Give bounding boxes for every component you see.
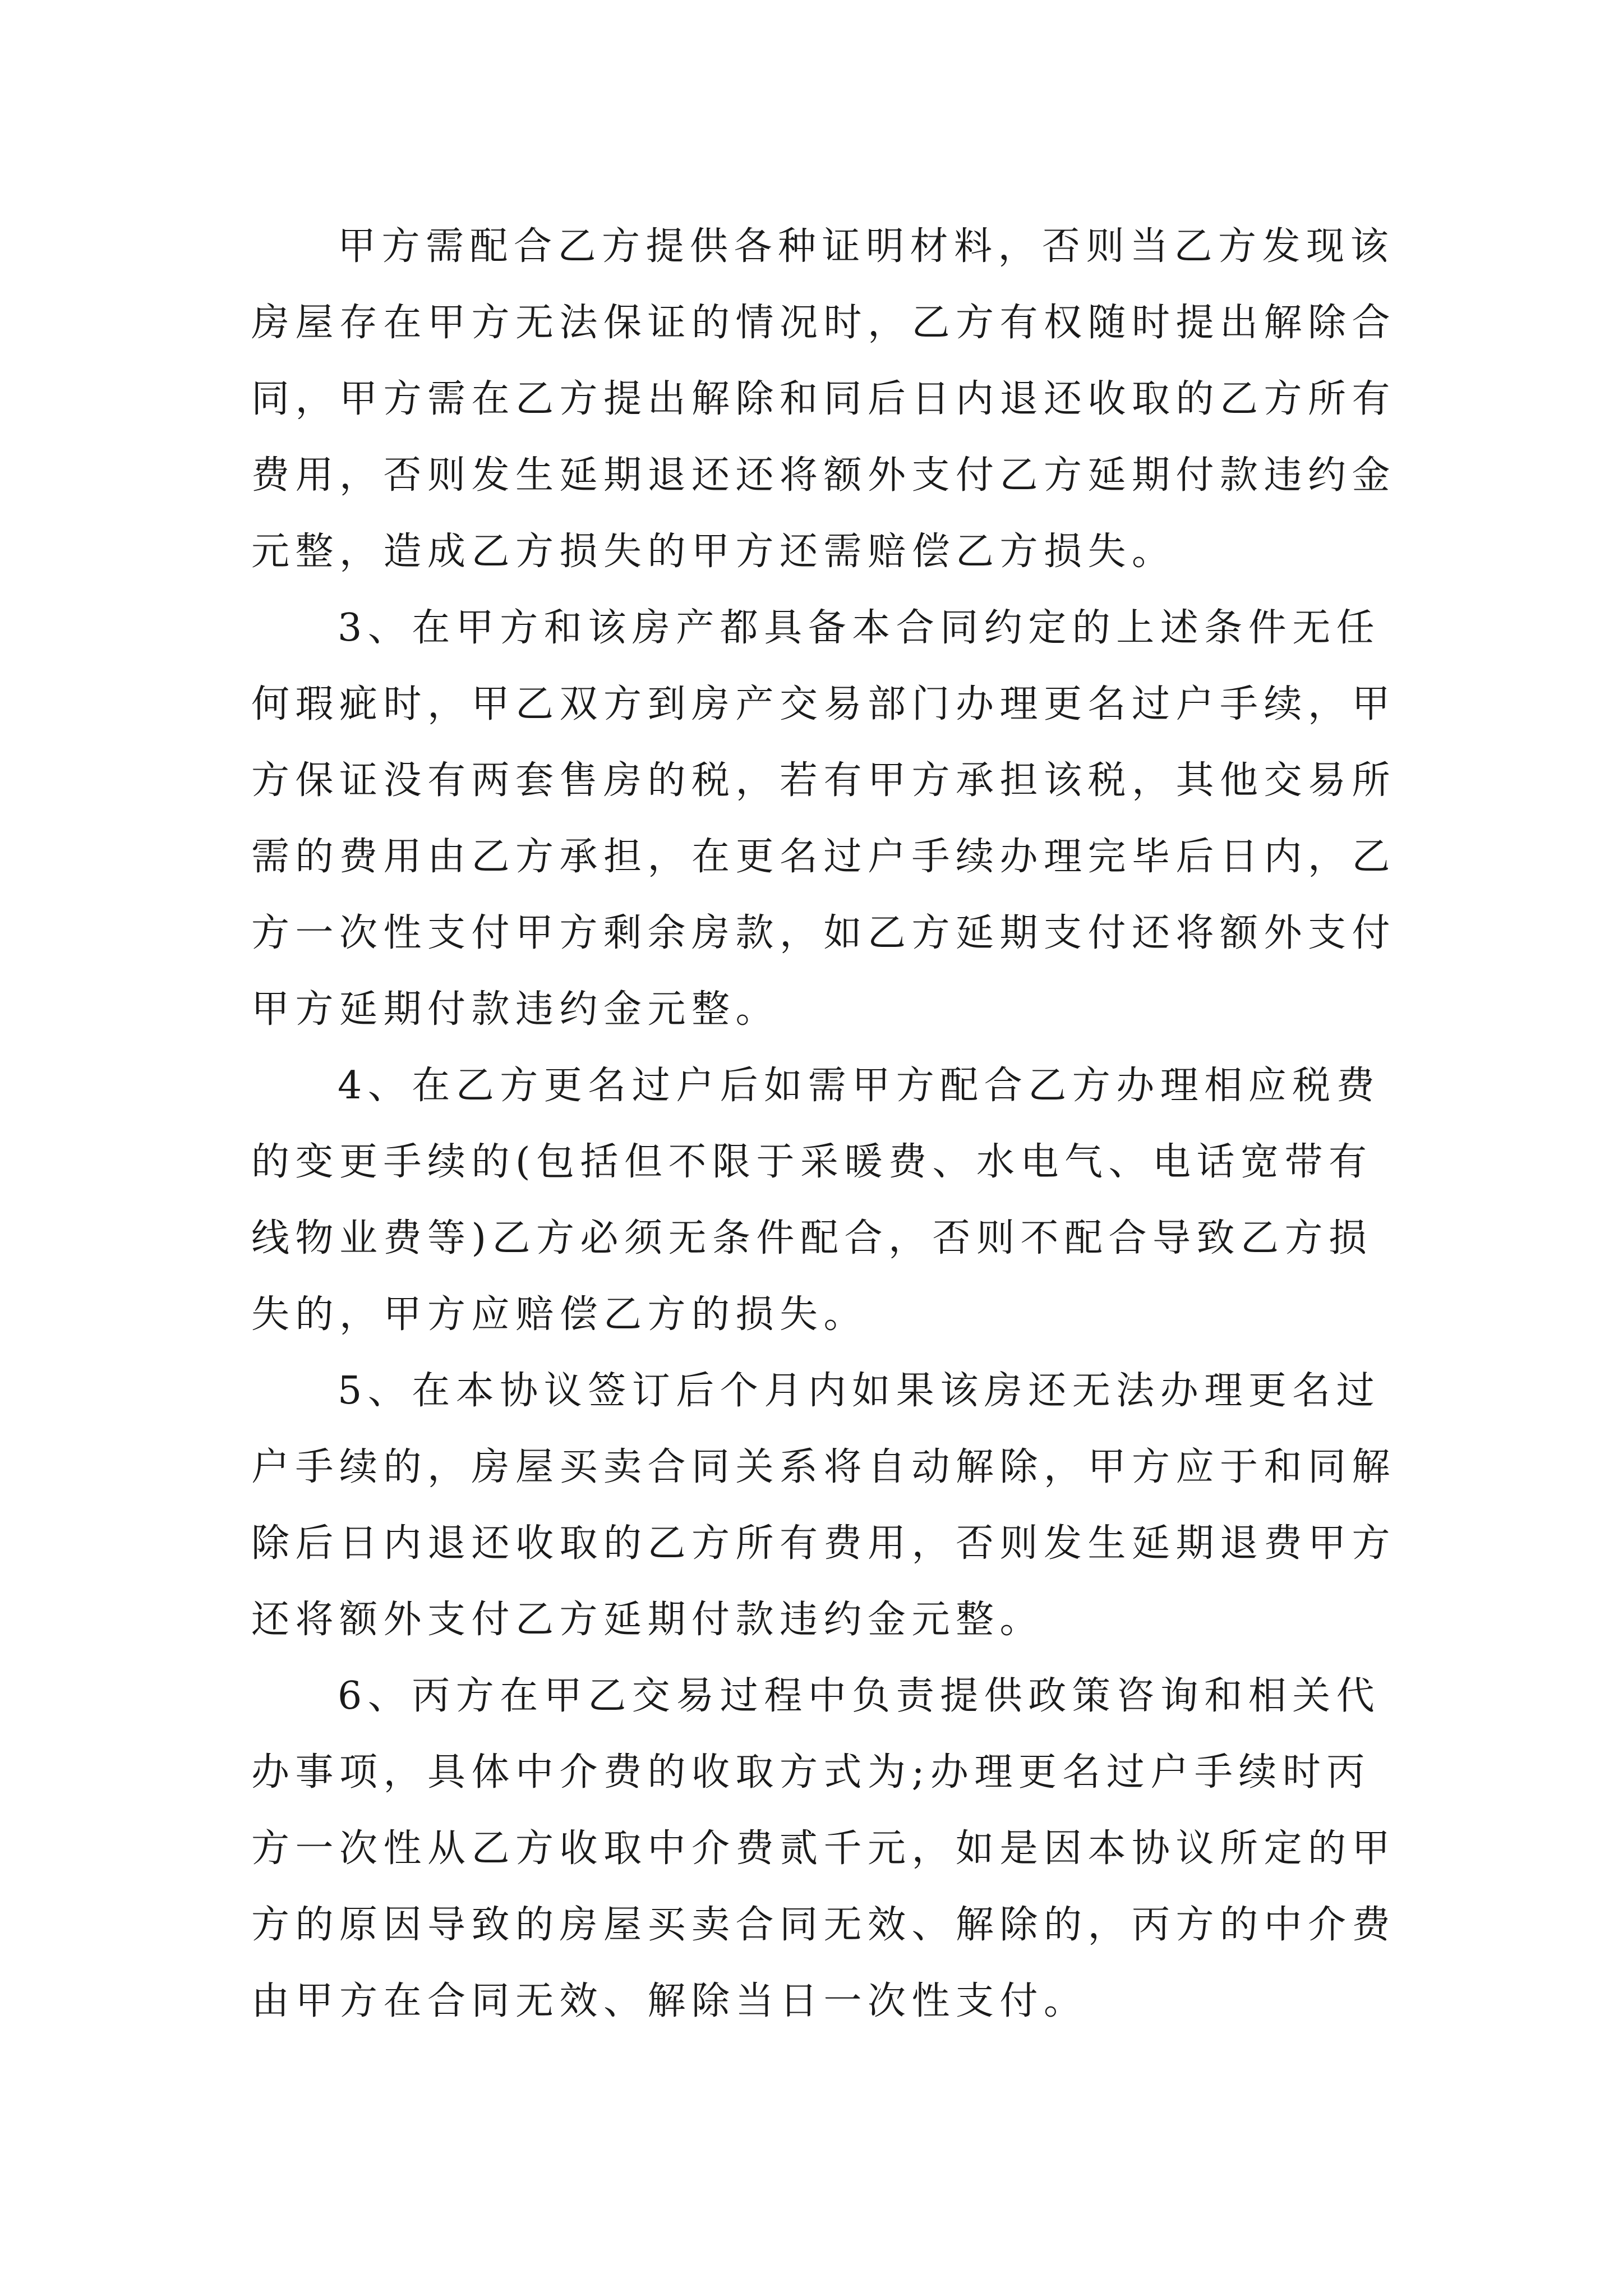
text-line: 方保证没有两套售房的税，若有甲方承担该税，其他交易所 — [251, 758, 1396, 803]
document-body — [251, 209, 1395, 2040]
text-line: 由甲方在合同无效、解除当日一次性支付。 — [251, 1979, 1088, 2023]
text-line: 办事项，具体中介费的收取方式为;办理更名过户手续时丙 — [251, 1750, 1371, 1795]
text-line: 还将额外支付乙方延期付款违约金元整。 — [251, 1598, 1044, 1642]
text-line: 方一次性从乙方收取中介费贰千元，如是因本协议所定的甲 — [251, 1826, 1396, 1871]
text-line: 同，甲方需在乙方提出解除和同后日内退还收取的乙方所有 — [251, 377, 1396, 421]
paragraph-4 — [251, 1353, 1395, 1658]
text-line: 4、在乙方更名过户后如需甲方配合乙方办理相应税费 — [338, 1064, 1381, 1108]
text-line: 方一次性支付甲方剩余房款，如乙方延期支付还将额外支付 — [251, 911, 1396, 955]
text-line: 需的费用由乙方承担，在更名过户手续办理完毕后日内，乙 — [251, 835, 1396, 879]
text-line: 方的原因导致的房屋买卖合同无效、解除的，丙方的中介费 — [251, 1903, 1396, 1947]
text-line: 甲方延期付款违约金元整。 — [251, 987, 780, 1032]
text-line: 线物业费等)乙方必须无条件配合，否则不配合导致乙方损 — [251, 1216, 1373, 1260]
text-line: 失的，甲方应赔偿乙方的损失。 — [251, 1292, 868, 1337]
text-line: 的变更手续的(包括但不限于采暖费、水电气、电话宽带有 — [251, 1140, 1373, 1184]
paragraph-3 — [251, 1048, 1395, 1353]
text-line: 房屋存在甲方无法保证的情况时，乙方有权随时提出解除合 — [251, 301, 1396, 345]
text-line: 甲方需配合乙方提供各种证明材料，否则当乙方发现该 — [338, 224, 1395, 269]
text-line: 5、在本协议签订后个月内如果该房还无法办理更名过 — [338, 1369, 1381, 1413]
text-line: 3、在甲方和该房产都具备本合同约定的上述条件无任 — [338, 606, 1381, 650]
text-line: 元整，造成乙方损失的甲方还需赔偿乙方损失。 — [251, 530, 1176, 574]
paragraph-2 — [251, 590, 1395, 1048]
paragraph-5 — [251, 1658, 1395, 2040]
text-line: 费用，否则发生延期退还还将额外支付乙方延期付款违约金 — [251, 453, 1396, 498]
text-line: 何瑕疵时，甲乙双方到房产交易部门办理更名过户手续，甲 — [251, 682, 1396, 726]
text-line: 6、丙方在甲乙交易过程中负责提供政策咨询和相关代 — [338, 1674, 1381, 1718]
text-line: 户手续的，房屋买卖合同关系将自动解除，甲方应于和同解 — [251, 1445, 1396, 1489]
text-line: 除后日内退还收取的乙方所有费用，否则发生延期退费甲方 — [251, 1521, 1396, 1566]
paragraph-1 — [251, 209, 1395, 590]
